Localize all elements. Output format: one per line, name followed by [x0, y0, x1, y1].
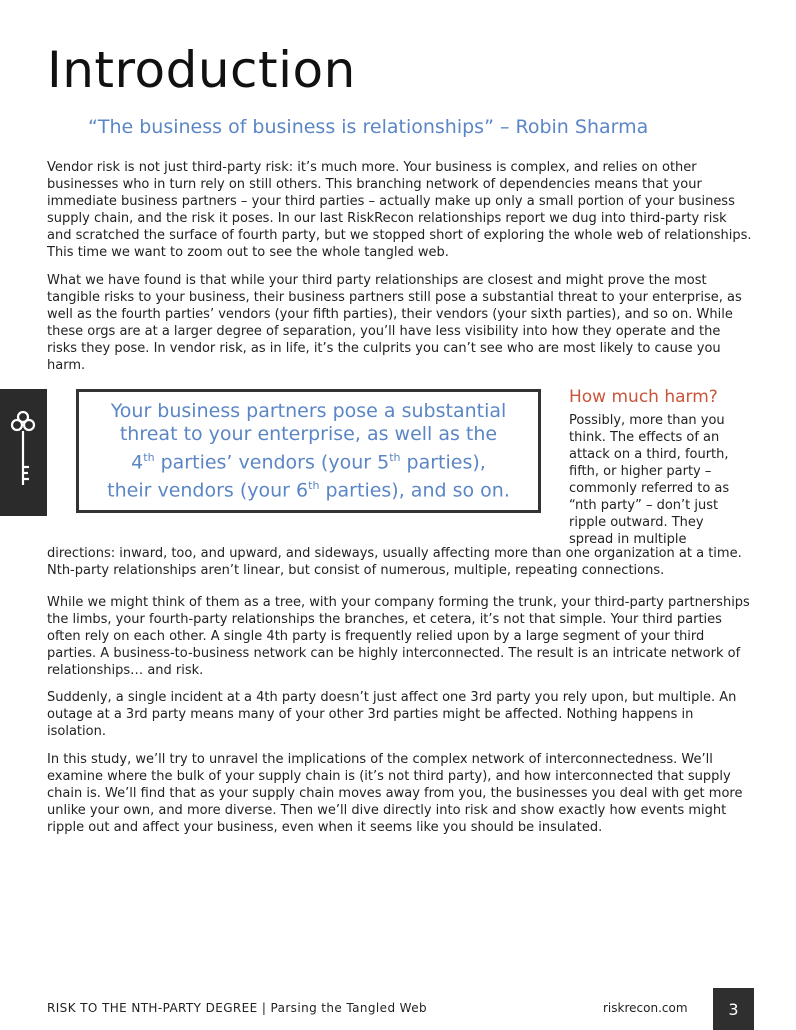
pull-quote: “The business of business is relationships” – Robin Sharma — [88, 116, 649, 138]
page-title: Introduction — [47, 41, 356, 99]
page-number: 3 — [713, 988, 754, 1030]
footer-title: RISK TO THE NTH-PARTY DEGREE | Parsing the Tangled Web — [47, 1001, 428, 1015]
key-icon — [9, 409, 37, 489]
footer-site: riskrecon.com — [603, 1001, 688, 1015]
body-paragraph: While we might think of them as a tree, with your company forming the trunk, your third-party partnerships the limbs, your fourth-party relationships the branches, et cetera, it’s not that simple. Your third parties often rely on each other. A single 4th party is frequently relied upon by a large segment of your third parties. A business-to-business network can be highly interconnected. The result is an intricate network of relationships… and risk. — [47, 595, 750, 678]
body-paragraph: What we have found is that while your third party relationships are closest and might prove the most tangible risks to your business, their business partners still pose a substantial threat to your enterprise, as well as the fourth parties’ vendors (your fifth parties), their vendors (your sixth parties), and so on. While these orgs are at a larger degree of separation, you’ll have less visibility into how they operate and the risks they pose. In vendor risk, as in life, it’s the culprits you can’t see who are most likely to cause you harm. — [47, 273, 742, 373]
body-paragraph: Suddenly, a single incident at a 4th party doesn’t just affect one 3rd party you rely upon, but multiple. An outage at a 3rd party means many of your other 3rd parties might be affected. Nothing happens in isolation. — [47, 690, 737, 739]
callout-box — [76, 389, 541, 513]
body-paragraph: Vendor risk is not just third-party risk: it’s much more. Your business is complex, and relies on other businesses who in turn rely on still others. This branching network of dependencies means that your immediate business partners – your third parties – actually make up only a small portion of your business supply chain, and the risk it poses. In our last RiskRecon relationships report we dug into third-party risk and scratched the surface of fourth party, but we stopped short of exploring the whole web of relationships. This time we want to zoom out to see the whole tangled web. — [47, 160, 752, 260]
body-paragraph: directions: inward, too, and upward, and sideways, usually affecting more than one organization at a time. Nth-party relationships aren’t linear, but consist of numerous, multiple, repeating connections. — [47, 546, 742, 578]
sidebar-text: Possibly, more than you think. The effects of an attack on a third, fourth, fifth, or higher party – commonly referred to as “nth party” – don’t just ripple outward. They spread in multiple — [569, 413, 730, 547]
callout-text: Your business partners pose a substantial threat to your enterprise, as well as the 4th parties’ vendors (your 5th parties), their vendors (your 6th parties), and so on. — [107, 399, 510, 502]
section-tab — [0, 389, 47, 516]
sidebar-heading: How much harm? — [569, 387, 718, 407]
body-paragraph: In this study, we’ll try to unravel the implications of the complex network of interconnectedness. We’ll examine where the bulk of your supply chain is (it’s not third party), and how interconnected that supply chain is. We’ll find that as your supply chain moves away from you, the businesses you deal with get more unlike your own, and more diverse. Then we’ll dive directly into risk and show exactly how events might ripple out and affect your business, even when it seems like you should be insulated. — [47, 752, 743, 835]
